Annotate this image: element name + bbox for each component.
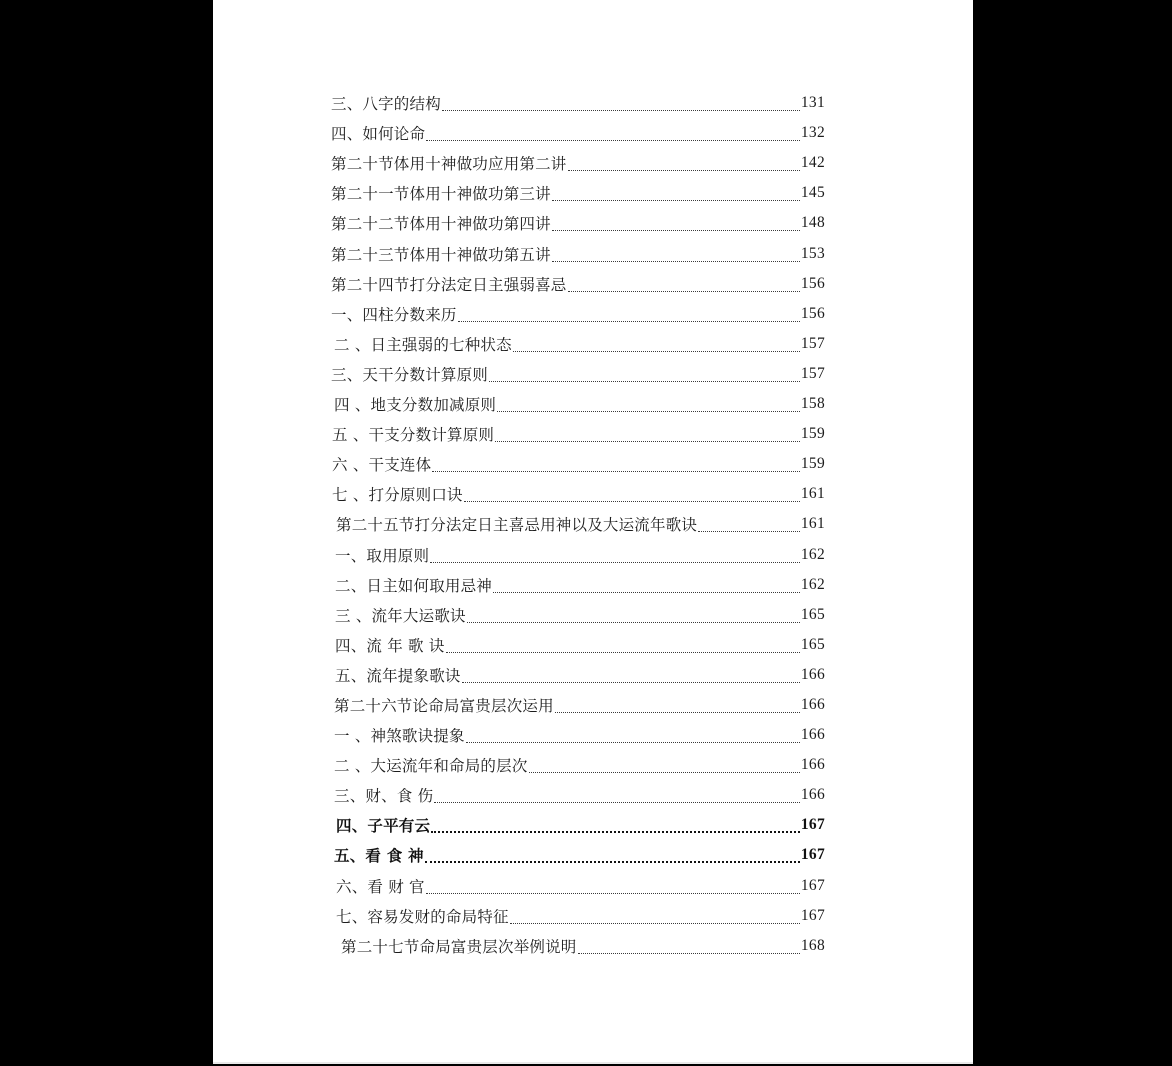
toc-entry-page-number: 166: [800, 756, 825, 774]
page-edge: [213, 1062, 973, 1064]
toc-entry-title: 四、子平有云: [336, 816, 431, 836]
toc-entry-title: 第二十一节体用十神做功第三讲: [331, 185, 551, 204]
dot-leader: [578, 952, 800, 954]
toc-entry-title: 第二十二节体用十神做功第四讲: [331, 215, 551, 234]
dot-leader: [552, 199, 800, 201]
toc-entry-title: 一、取用原则: [335, 546, 430, 565]
toc-entry: [331, 900, 825, 930]
dot-leader: [698, 530, 800, 532]
toc-entry-title: 第二十七节命局富贵层次举例说明: [341, 937, 577, 956]
toc-entry: [331, 809, 825, 839]
toc-entry-title: 六 、干支连体: [332, 456, 432, 475]
dot-leader: [466, 741, 800, 743]
toc-entry-title: 第二十四节打分法定日主强弱喜忌: [331, 275, 567, 294]
dot-leader: [513, 350, 800, 352]
toc-entry-page-number: 166: [800, 665, 825, 683]
dot-leader: [434, 801, 800, 803]
toc-entry: [331, 659, 825, 689]
toc-entry: [331, 117, 825, 147]
dot-leader: [442, 109, 800, 111]
toc-entry: [331, 358, 825, 388]
toc-entry-page-number: 166: [800, 726, 825, 744]
toc-entry: [331, 418, 825, 448]
toc-entry: [331, 237, 825, 267]
toc-entry-page-number: 162: [800, 545, 825, 563]
dot-leader: [555, 711, 800, 713]
toc-entry-page-number: 162: [800, 575, 825, 593]
toc-entry-page-number: 159: [800, 455, 825, 473]
toc-entry: [331, 719, 825, 749]
toc-entry-page-number: 167: [800, 906, 825, 924]
dot-leader: [426, 139, 800, 141]
toc-entry-title: 第二十六节论命局富贵层次运用: [334, 696, 554, 715]
toc-entry-title: 四、流 年 歌 诀: [335, 636, 445, 655]
toc-entry-title: 一 、神煞歌诀提象: [334, 727, 465, 746]
toc-entry-page-number: 156: [800, 304, 825, 322]
toc-entry-page-number: 145: [800, 184, 825, 202]
toc-entry-title: 第二十三节体用十神做功第五讲: [331, 245, 551, 264]
toc-entry: [331, 538, 825, 568]
toc-entry-page-number: 165: [800, 635, 825, 653]
toc-entry: [331, 388, 825, 418]
toc-entry-page-number: 131: [800, 94, 825, 112]
toc-entry-page-number: 168: [800, 936, 825, 954]
toc-entry-title: 四、如何论命: [331, 125, 426, 144]
table-of-contents: [331, 87, 825, 960]
toc-entry-page-number: 161: [800, 485, 825, 503]
book-page: [213, 0, 973, 1064]
toc-entry-page-number: 148: [800, 214, 825, 232]
toc-entry-page-number: 153: [800, 244, 825, 262]
toc-entry: [331, 508, 825, 538]
dot-leader: [446, 651, 800, 653]
toc-entry-title: 第二十五节打分法定日主喜忌用神以及大运流年歌诀: [336, 516, 698, 535]
toc-entry: [331, 147, 825, 177]
toc-entry-title: 五、看 食 神: [334, 846, 424, 866]
toc-entry: [331, 328, 825, 358]
toc-entry-title: 五 、干支分数计算原则: [332, 426, 495, 445]
toc-entry-page-number: 165: [800, 605, 825, 623]
toc-entry-title: 三、八字的结构: [331, 95, 441, 114]
dot-leader: [462, 681, 800, 683]
dot-leader: [493, 591, 800, 593]
dot-leader: [497, 410, 800, 412]
toc-entry-title: 四 、地支分数加减原则: [334, 396, 497, 415]
toc-entry-page-number: 132: [800, 124, 825, 142]
toc-entry: [331, 207, 825, 237]
toc-entry: [331, 930, 825, 960]
toc-entry-page-number: 161: [800, 515, 825, 533]
toc-entry: [331, 448, 825, 478]
toc-entry: [331, 87, 825, 117]
toc-entry-page-number: 142: [800, 154, 825, 172]
toc-entry: [331, 268, 825, 298]
dot-leader: [426, 892, 800, 894]
toc-entry-title: 七、容易发财的命局特征: [336, 907, 509, 926]
toc-entry: [331, 839, 825, 869]
dot-leader: [495, 440, 800, 442]
toc-entry-title: 三 、流年大运歌诀: [335, 606, 466, 625]
toc-entry: [331, 478, 825, 508]
toc-entry-page-number: 167: [800, 876, 825, 894]
toc-entry-page-number: 156: [800, 274, 825, 292]
dot-leader: [432, 470, 800, 472]
toc-entry: [331, 599, 825, 629]
toc-entry-page-number: 166: [800, 786, 825, 804]
dot-leader: [529, 771, 800, 773]
dot-leader: [431, 830, 800, 833]
toc-entry-title: 一、四柱分数来历: [331, 305, 457, 324]
toc-entry-title: 六、看 财 官: [336, 877, 425, 896]
dot-leader: [552, 260, 800, 262]
dot-leader: [458, 320, 800, 322]
toc-entry-page-number: 159: [800, 425, 825, 443]
dot-leader: [568, 290, 800, 292]
toc-entry: [331, 689, 825, 719]
dot-leader: [489, 380, 800, 382]
toc-entry: [331, 298, 825, 328]
toc-entry-title: 第二十节体用十神做功应用第二讲: [331, 155, 567, 174]
toc-entry-page-number: 166: [800, 695, 825, 713]
toc-entry: [331, 749, 825, 779]
toc-entry: [331, 177, 825, 207]
dot-leader: [568, 169, 800, 171]
toc-entry-page-number: 157: [800, 334, 825, 352]
toc-entry-page-number: 167: [800, 846, 825, 864]
toc-entry-title: 三、天干分数计算原则: [331, 365, 489, 384]
toc-entry: [331, 779, 825, 809]
dot-leader: [510, 922, 800, 924]
toc-entry: [331, 569, 825, 599]
dot-leader: [464, 500, 800, 502]
toc-entry-title: 二 、大运流年和命局的层次: [334, 757, 528, 776]
toc-entry-title: 五、流年提象歌诀: [335, 666, 461, 685]
dot-leader: [467, 621, 800, 623]
toc-entry-title: 三、财、食 伤: [334, 787, 434, 806]
dot-leader: [430, 561, 800, 563]
dot-leader: [425, 860, 800, 863]
toc-entry-page-number: 158: [800, 395, 825, 413]
toc-entry-title: 二 、日主强弱的七种状态: [334, 335, 512, 354]
dot-leader: [552, 229, 800, 231]
toc-entry: [331, 869, 825, 899]
toc-entry-page-number: 157: [800, 364, 825, 382]
toc-entry-title: 七 、打分原则口诀: [332, 486, 463, 505]
toc-entry: [331, 629, 825, 659]
toc-entry-page-number: 167: [800, 816, 825, 834]
toc-entry-title: 二、日主如何取用忌神: [335, 576, 493, 595]
